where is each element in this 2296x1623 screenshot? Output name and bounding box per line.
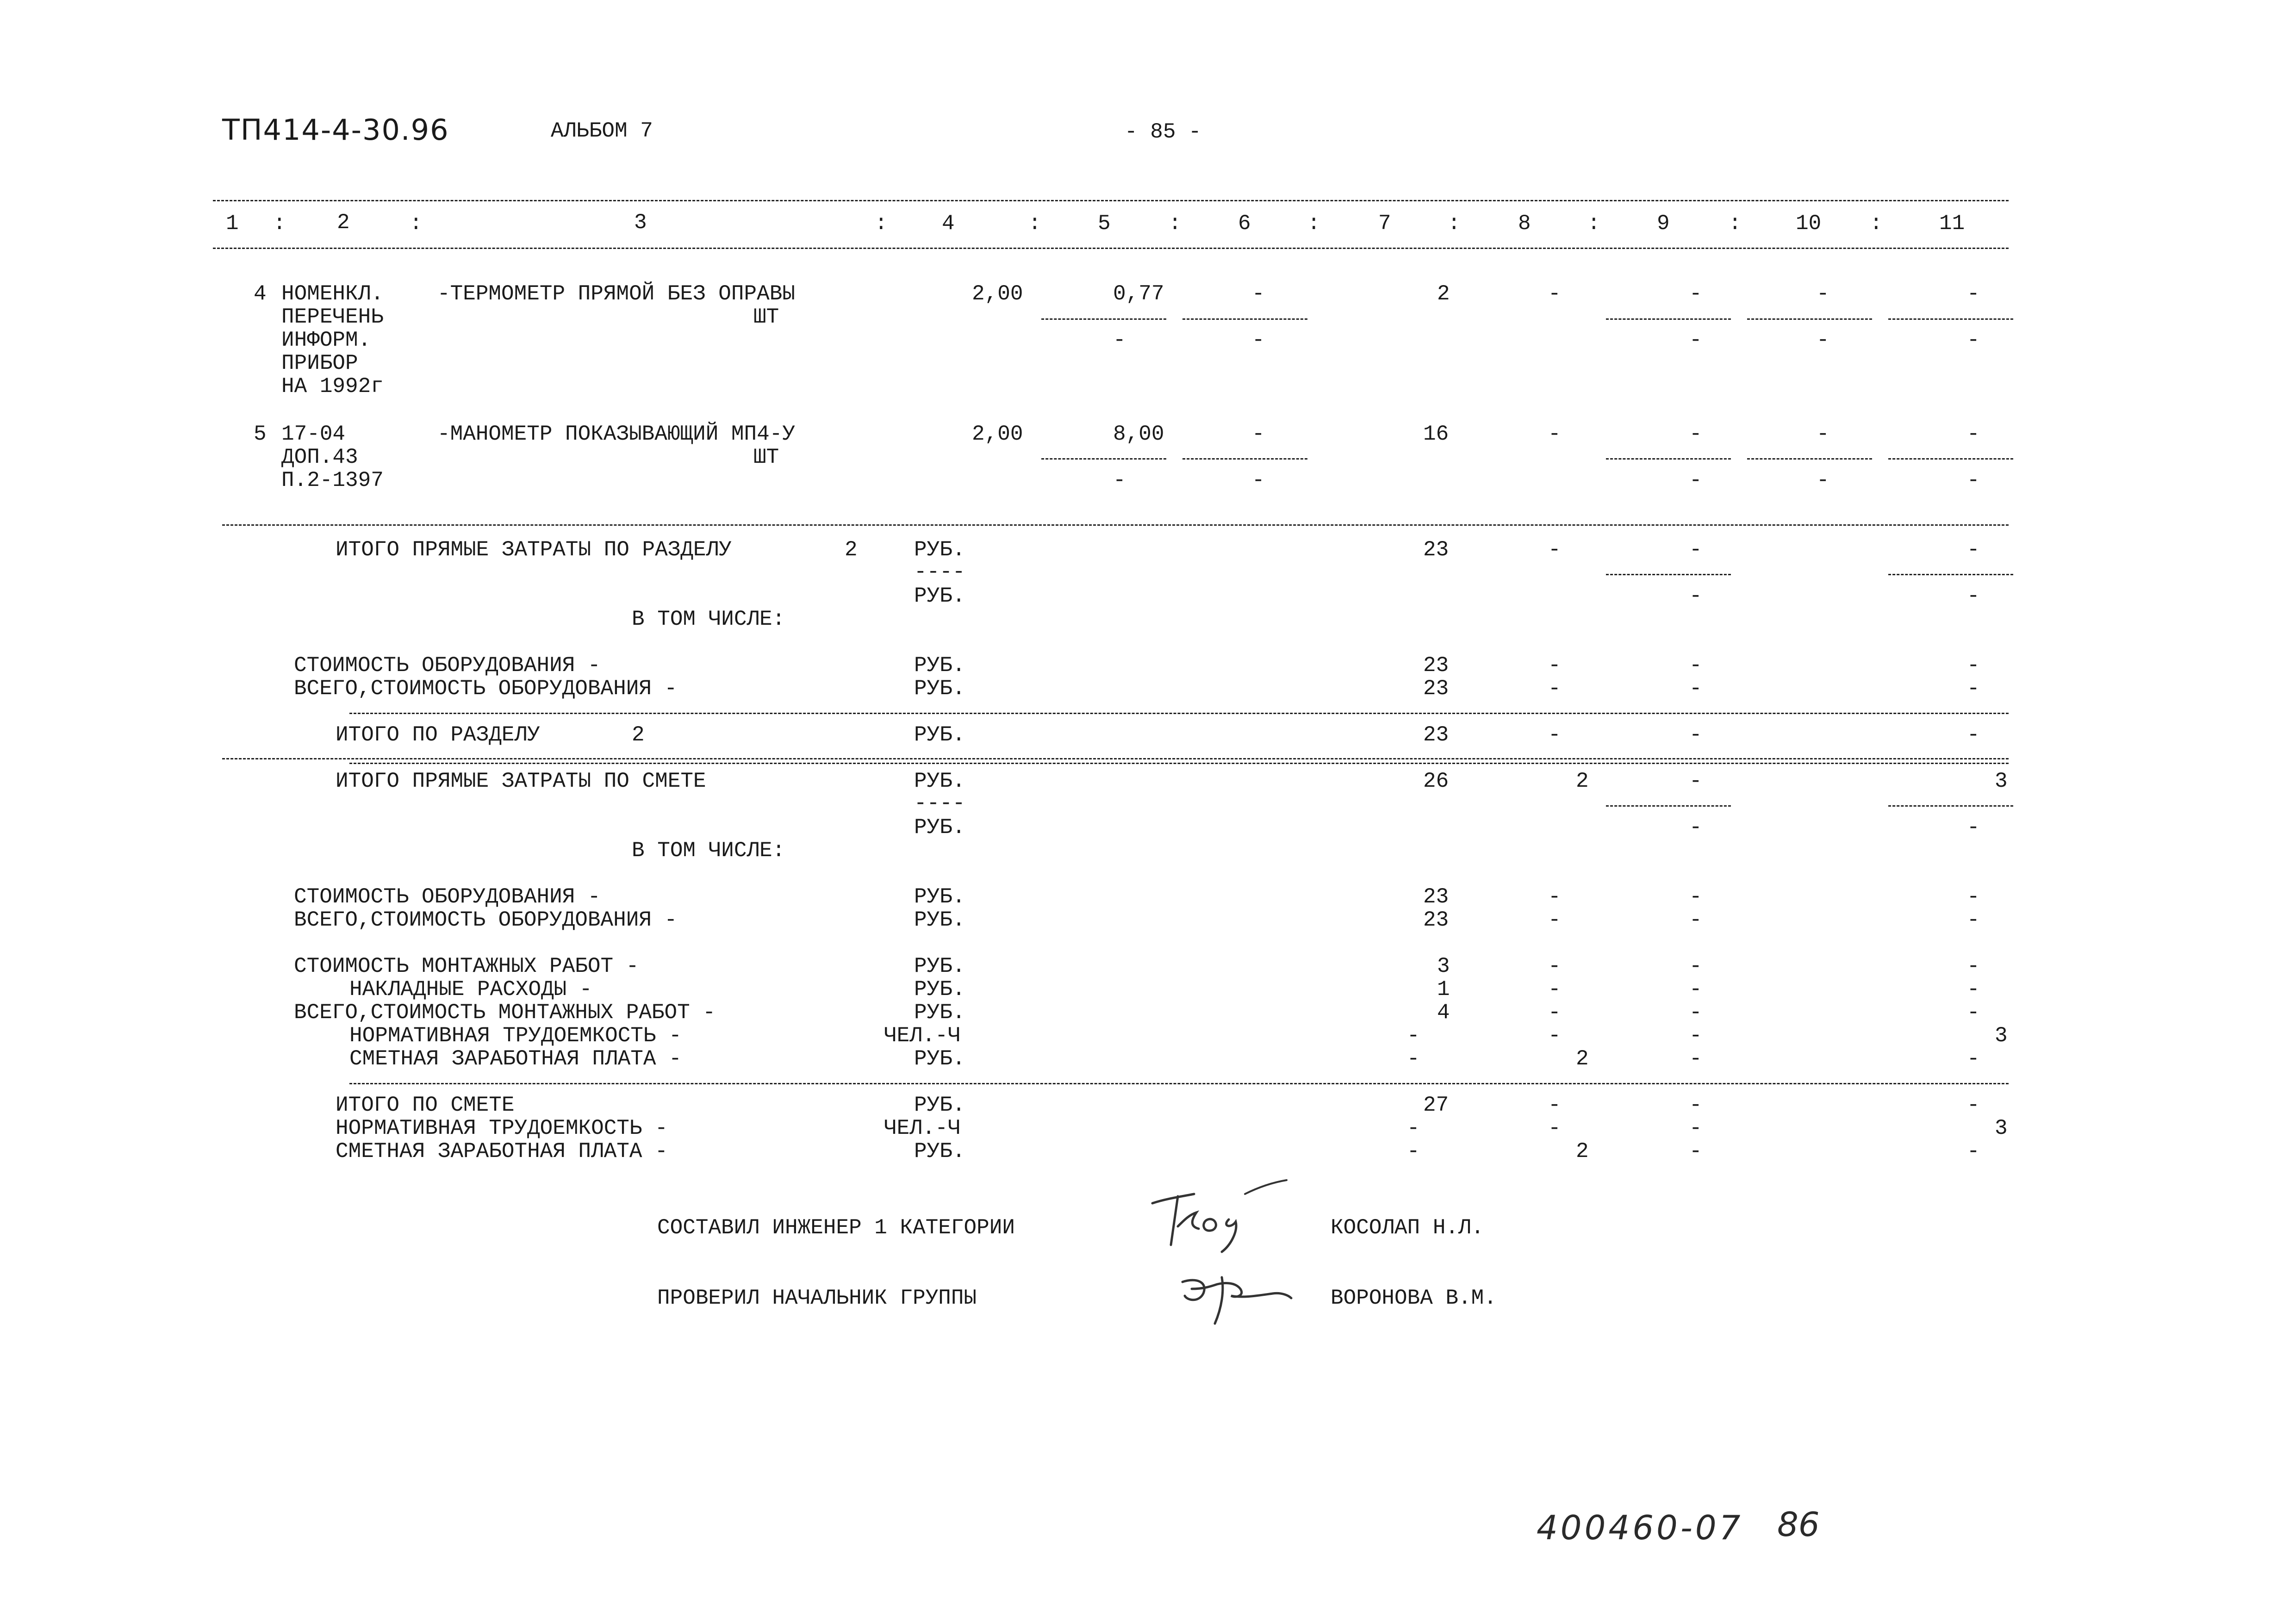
album-label: АЛЬБОМ 7 bbox=[551, 119, 653, 143]
final-row-c8: 2 bbox=[1576, 1139, 1589, 1163]
sub-rule bbox=[1606, 574, 1731, 575]
sub-rule bbox=[1888, 458, 2013, 460]
estimate-unit: РУБ. bbox=[914, 769, 965, 793]
mount-row-c8: - bbox=[1548, 977, 1561, 1001]
estimate-c7: 26 bbox=[1423, 769, 1449, 793]
mount-row-label: СМЕТНАЯ ЗАРАБОТНАЯ ПЛАТА - bbox=[349, 1047, 682, 1071]
mount-row-c11: - bbox=[1967, 954, 1980, 978]
final-row-unit: РУБ. bbox=[914, 1093, 965, 1117]
col-num-10: 10 bbox=[1796, 211, 1822, 236]
item-sub11: - bbox=[1967, 328, 1980, 352]
section-row-unit: РУБ. bbox=[914, 677, 965, 701]
final-row-c8: - bbox=[1548, 1116, 1561, 1140]
estimate-row-c8: - bbox=[1548, 908, 1561, 932]
estimate-rule bbox=[222, 758, 2009, 759]
item-ref: НА 1992г bbox=[281, 374, 384, 398]
checked-signature bbox=[1171, 1263, 1319, 1333]
checked-label: ПРОВЕРИЛ НАЧАЛЬНИК ГРУППЫ bbox=[657, 1286, 977, 1310]
estimate-row-c7: 23 bbox=[1423, 885, 1449, 909]
section-row-c8: - bbox=[1548, 677, 1561, 701]
sub-rule bbox=[1606, 458, 1731, 460]
final-rule bbox=[349, 1083, 2009, 1084]
item-ref: ИНФОРМ. bbox=[281, 328, 371, 352]
final-row-unit: РУБ. bbox=[914, 1139, 965, 1163]
item-sub11: - bbox=[1967, 468, 1980, 492]
compiled-name: КОСОЛАП Н.Л. bbox=[1331, 1216, 1484, 1240]
final-row-c9: - bbox=[1689, 1139, 1702, 1163]
sub-rule bbox=[1606, 318, 1731, 320]
estimate-row-c11: - bbox=[1967, 908, 1980, 932]
estimate-unit-dash: ---- bbox=[914, 791, 965, 815]
col-num-6: 6 bbox=[1238, 211, 1251, 236]
mount-row-c9: - bbox=[1689, 1001, 1702, 1025]
final-row-c11: 3 bbox=[1995, 1116, 2008, 1140]
mount-row-unit: РУБ. bbox=[914, 1047, 965, 1071]
item-sub6: - bbox=[1252, 328, 1265, 352]
sub-rule bbox=[1182, 318, 1307, 320]
col-num-4: 4 bbox=[942, 211, 955, 236]
compiled-label: СОСТАВИЛ ИНЖЕНЕР 1 КАТЕГОРИИ bbox=[657, 1216, 1015, 1240]
section-incl: В ТОМ ЧИСЛЕ: bbox=[632, 607, 785, 631]
item-sub10: - bbox=[1817, 328, 1829, 352]
item-sub9: - bbox=[1689, 468, 1702, 492]
estimate-total-label: ИТОГО ПРЯМЫЕ ЗАТРАТЫ ПО СМЕТЕ bbox=[336, 769, 706, 793]
mount-row-unit: РУБ. bbox=[914, 954, 965, 978]
col-sep: : bbox=[1169, 211, 1182, 236]
item-sub9: - bbox=[1689, 328, 1702, 352]
mount-row-unit: РУБ. bbox=[914, 977, 965, 1001]
mount-row-c11: - bbox=[1967, 977, 1980, 1001]
doc-code: ТП414-4-30.96 bbox=[222, 113, 449, 147]
item-c11: - bbox=[1967, 282, 1980, 306]
section-row-c11: - bbox=[1967, 653, 1980, 678]
header-rule-top bbox=[213, 200, 2009, 201]
estimate-row-c9: - bbox=[1689, 885, 1702, 909]
section-c11: - bbox=[1967, 538, 1980, 562]
section-rule bbox=[222, 524, 2009, 526]
item-c8: - bbox=[1548, 422, 1561, 446]
final-row-c8: - bbox=[1548, 1093, 1561, 1117]
col-sep: : bbox=[1870, 211, 1883, 236]
compiled-signature bbox=[1139, 1175, 1296, 1259]
col-num-5: 5 bbox=[1098, 211, 1111, 236]
col-sep: : bbox=[1307, 211, 1320, 236]
item-sub10: - bbox=[1817, 468, 1829, 492]
section-c8: - bbox=[1548, 538, 1561, 562]
item-c9: - bbox=[1689, 282, 1702, 306]
estimate-unit2: РУБ. bbox=[914, 815, 965, 839]
mount-row-c7: - bbox=[1407, 1047, 1420, 1071]
mount-row-c7: - bbox=[1407, 1024, 1420, 1048]
mount-row-c8: - bbox=[1548, 1024, 1561, 1048]
item-ref: ПРИБОР bbox=[281, 351, 358, 375]
page-number: - 85 - bbox=[1125, 120, 1201, 144]
estimate-sub11: - bbox=[1967, 815, 1980, 839]
final-row-c7: - bbox=[1407, 1116, 1420, 1140]
final-row-c7: 27 bbox=[1423, 1093, 1449, 1117]
col-num-7: 7 bbox=[1378, 211, 1391, 236]
mount-row-c9: - bbox=[1689, 1024, 1702, 1048]
mount-row-label: ВСЕГО,СТОИМОСТЬ МОНТАЖНЫХ РАБОТ - bbox=[294, 1001, 716, 1025]
estimate-sub9: - bbox=[1689, 815, 1702, 839]
section-unit-dash: ---- bbox=[914, 560, 965, 584]
item-c6: - bbox=[1252, 422, 1265, 446]
estimate-row-c7: 23 bbox=[1423, 908, 1449, 932]
col-sep: : bbox=[273, 211, 286, 236]
item-c9: - bbox=[1689, 422, 1702, 446]
section-itogo-c9: - bbox=[1689, 723, 1702, 747]
mount-row-unit: РУБ. bbox=[914, 1001, 965, 1025]
item-c10: - bbox=[1817, 422, 1829, 446]
item-ref: ПЕРЕЧЕНЬ bbox=[281, 305, 384, 329]
header-rule-bottom bbox=[213, 248, 2009, 249]
col-num-11: 11 bbox=[1939, 211, 1965, 236]
section-row-label: СТОИМОСТЬ ОБОРУДОВАНИЯ - bbox=[294, 653, 601, 678]
mount-row-c11: 3 bbox=[1995, 1024, 2008, 1048]
mount-row-label: СТОИМОСТЬ МОНТАЖНЫХ РАБОТ - bbox=[294, 954, 639, 978]
col-num-1: 1 bbox=[226, 211, 239, 236]
section-itogo-label: ИТОГО ПО РАЗДЕЛУ bbox=[336, 723, 540, 747]
section-row-c9: - bbox=[1689, 677, 1702, 701]
item-name: -ТЕРМОМЕТР ПРЯМОЙ БЕЗ ОПРАВЫ bbox=[437, 282, 795, 306]
mount-row-label: НАКЛАДНЫЕ РАСХОДЫ - bbox=[349, 977, 592, 1001]
estimate-c11: 3 bbox=[1995, 769, 2008, 793]
final-row-c7: - bbox=[1407, 1139, 1420, 1163]
item-c8: - bbox=[1548, 282, 1561, 306]
section-sub9: - bbox=[1689, 584, 1702, 608]
section-row-c8: - bbox=[1548, 653, 1561, 678]
section-c7: 23 bbox=[1423, 538, 1449, 562]
section-row-c11: - bbox=[1967, 677, 1980, 701]
item-ref: 17-04 bbox=[281, 422, 346, 446]
item-c6: - bbox=[1252, 282, 1265, 306]
final-row-label: ИТОГО ПО СМЕТЕ bbox=[336, 1093, 515, 1117]
item-c7: 16 bbox=[1423, 422, 1449, 446]
col-num-8: 8 bbox=[1518, 211, 1531, 236]
section-row-label: ВСЕГО,СТОИМОСТЬ ОБОРУДОВАНИЯ - bbox=[294, 677, 678, 701]
final-row-unit: ЧЕЛ.-Ч bbox=[884, 1116, 961, 1140]
mount-row-c7: 1 bbox=[1437, 977, 1450, 1001]
section-itogo-number: 2 bbox=[632, 723, 645, 747]
item-sub6: - bbox=[1252, 468, 1265, 492]
sub-rule bbox=[1888, 574, 2013, 575]
col-num-3: 3 bbox=[634, 211, 647, 235]
checked-name: ВОРОНОВА В.М. bbox=[1331, 1286, 1497, 1310]
col-num-9: 9 bbox=[1657, 211, 1670, 236]
section-sub11: - bbox=[1967, 584, 1980, 608]
item-c10: - bbox=[1817, 282, 1829, 306]
sub-rule bbox=[1606, 805, 1731, 807]
mount-row-c8: - bbox=[1548, 1001, 1561, 1025]
final-row-label: СМЕТНАЯ ЗАРАБОТНАЯ ПЛАТА - bbox=[336, 1139, 668, 1163]
col-sep: : bbox=[875, 211, 888, 236]
item-c7: 2 bbox=[1437, 282, 1450, 306]
mount-row-c8: - bbox=[1548, 954, 1561, 978]
section-subrule bbox=[349, 713, 2009, 714]
section-c9: - bbox=[1689, 538, 1702, 562]
estimate-c9: - bbox=[1689, 769, 1702, 793]
col-sep: : bbox=[1028, 211, 1041, 236]
item-price: 0,77 bbox=[1113, 282, 1164, 306]
mount-row-c11: - bbox=[1967, 1001, 1980, 1025]
mount-row-c9: - bbox=[1689, 977, 1702, 1001]
mount-row-c9: - bbox=[1689, 954, 1702, 978]
section-total-label: ИТОГО ПРЯМЫЕ ЗАТРАТЫ ПО РАЗДЕЛУ bbox=[336, 538, 732, 562]
final-row-label: НОРМАТИВНАЯ ТРУДОЕМКОСТЬ - bbox=[336, 1116, 668, 1140]
sub-rule bbox=[1041, 318, 1166, 320]
estimate-row-c9: - bbox=[1689, 908, 1702, 932]
sub-rule bbox=[1888, 805, 2013, 807]
section-unit2: РУБ. bbox=[914, 584, 965, 608]
item-unit: ШТ bbox=[753, 445, 779, 469]
estimate-rule-2 bbox=[349, 763, 2009, 764]
section-itogo-c7: 23 bbox=[1423, 723, 1449, 747]
section-itogo-c8: - bbox=[1548, 723, 1561, 747]
item-sub5: - bbox=[1113, 328, 1126, 352]
col-num-2: 2 bbox=[337, 211, 350, 235]
mount-row-c7: 3 bbox=[1437, 954, 1450, 978]
final-row-c11: - bbox=[1967, 1093, 1980, 1117]
item-number: 4 bbox=[254, 282, 267, 306]
section-row-c7: 23 bbox=[1423, 677, 1449, 701]
item-number: 5 bbox=[254, 422, 267, 446]
mount-row-c7: 4 bbox=[1437, 1001, 1450, 1025]
sub-rule bbox=[1747, 458, 1872, 460]
section-unit: РУБ. bbox=[914, 538, 965, 562]
inventory-number: 400460-07 bbox=[1537, 1508, 1743, 1547]
col-sep: : bbox=[410, 211, 423, 236]
estimate-row-label: СТОИМОСТЬ ОБОРУДОВАНИЯ - bbox=[294, 885, 601, 909]
final-row-c11: - bbox=[1967, 1139, 1980, 1163]
item-c11: - bbox=[1967, 422, 1980, 446]
item-unit: ШТ bbox=[753, 305, 779, 329]
item-name: -МАНОМЕТР ПОКАЗЫВАЮЩИЙ МП4-У bbox=[437, 422, 795, 446]
item-ref: НОМЕНКЛ. bbox=[281, 282, 384, 306]
section-number: 2 bbox=[845, 538, 858, 562]
section-row-c7: 23 bbox=[1423, 653, 1449, 678]
estimate-incl: В ТОМ ЧИСЛЕ: bbox=[632, 839, 785, 863]
mount-row-c9: - bbox=[1689, 1047, 1702, 1071]
item-ref: ДОП.43 bbox=[281, 445, 358, 469]
final-row-c9: - bbox=[1689, 1116, 1702, 1140]
mount-row-c8: 2 bbox=[1576, 1047, 1589, 1071]
sub-rule bbox=[1041, 458, 1166, 460]
sub-rule bbox=[1747, 318, 1872, 320]
sheet-number: 86 bbox=[1777, 1505, 1820, 1544]
col-sep: : bbox=[1729, 211, 1742, 236]
item-qty: 2,00 bbox=[972, 282, 1023, 306]
mount-row-c11: - bbox=[1967, 1047, 1980, 1071]
item-qty: 2,00 bbox=[972, 422, 1023, 446]
final-row-c9: - bbox=[1689, 1093, 1702, 1117]
section-itogo-c11: - bbox=[1967, 723, 1980, 747]
item-ref: П.2-1397 bbox=[281, 468, 384, 492]
item-price: 8,00 bbox=[1113, 422, 1164, 446]
estimate-row-unit: РУБ. bbox=[914, 885, 965, 909]
estimate-row-unit: РУБ. bbox=[914, 908, 965, 932]
estimate-row-label: ВСЕГО,СТОИМОСТЬ ОБОРУДОВАНИЯ - bbox=[294, 908, 678, 932]
estimate-c8: 2 bbox=[1576, 769, 1589, 793]
section-row-unit: РУБ. bbox=[914, 653, 965, 678]
estimate-row-c11: - bbox=[1967, 885, 1980, 909]
mount-row-unit: ЧЕЛ.-Ч bbox=[884, 1024, 961, 1048]
col-sep: : bbox=[1587, 211, 1600, 236]
col-sep: : bbox=[1448, 211, 1461, 236]
section-itogo-unit: РУБ. bbox=[914, 723, 965, 747]
item-sub5: - bbox=[1113, 468, 1126, 492]
section-row-c9: - bbox=[1689, 653, 1702, 678]
sub-rule bbox=[1888, 318, 2013, 320]
sub-rule bbox=[1182, 458, 1307, 460]
mount-row-label: НОРМАТИВНАЯ ТРУДОЕМКОСТЬ - bbox=[349, 1024, 682, 1048]
estimate-row-c8: - bbox=[1548, 885, 1561, 909]
